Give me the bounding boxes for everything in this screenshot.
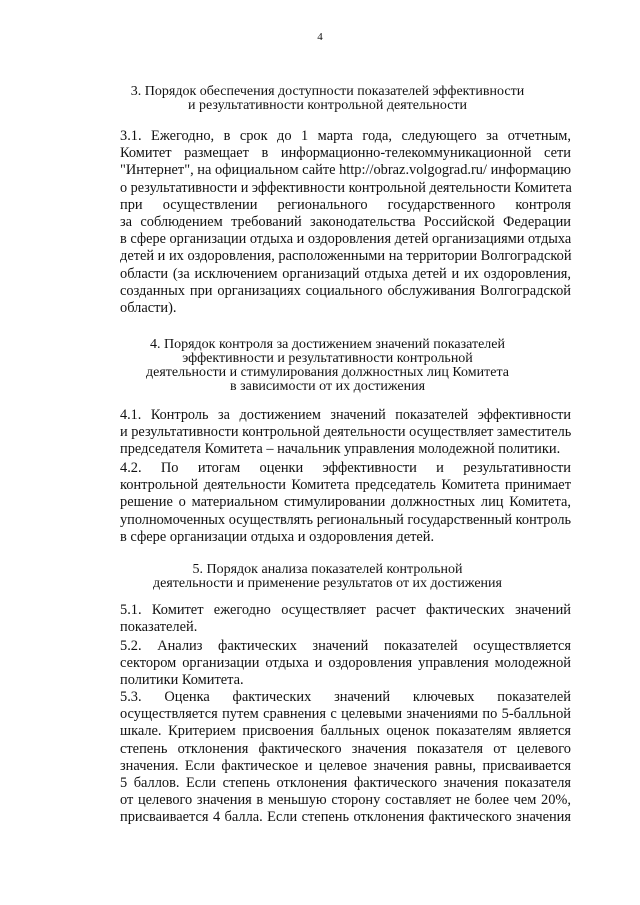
section-3-heading (80, 85, 575, 113)
heading-line: в зависимости от их достижения (229, 379, 426, 394)
text-line: контрольной деятельности Комитета председатель Комитета принимает (120, 477, 571, 494)
text-line: решение о материальном стимулировании должностных лиц Комитета, (120, 494, 571, 511)
text-line: шкале. Критерием присвоения балльных оценок показателям является (120, 723, 571, 740)
text-line: 5 баллов. Если степень отклонения фактического значения показателя (120, 775, 571, 792)
text-line: 4.1. Контроль за достижением значений показателей эффективности (120, 407, 571, 423)
text-line: осуществляется путем сравнения с целевыми значениями по 5-балльной (120, 706, 571, 723)
text-line: показателей. (120, 619, 198, 636)
text-line: о результативности и эффективности контрольной деятельности Комитета (120, 179, 572, 196)
text-line: области). (120, 300, 177, 317)
heading-line: 5. Порядок анализа показателей контрольной (192, 562, 463, 577)
text-line: уполномоченных осуществлять региональный государственный контроль (120, 511, 571, 528)
section-4-heading (80, 338, 575, 394)
paragraph-5-2 (84, 638, 571, 690)
text-line: сектором организации отдыха и оздоровления управления молодежной (120, 655, 571, 672)
section-5-heading (80, 563, 575, 591)
text-line: присваивается 4 балла. Если степень отклонения фактического значения (120, 809, 571, 826)
paragraph-5-3 (84, 689, 571, 827)
text-line: при осуществлении регионального государственного контроля (120, 196, 571, 213)
paragraph-4-1 (84, 407, 571, 459)
paragraph-5-1 (84, 602, 571, 636)
text-line: значения. Если фактическое и целевое значения равны, присваивается (120, 757, 571, 774)
heading-line: деятельности и стимулирования должностных лиц Комитета (146, 365, 509, 380)
text-line: 4.2. По итогам оценки эффективности и результативности (120, 460, 571, 476)
heading-line: 4. Порядок контроля за достижением значений показателей (150, 337, 505, 352)
text-line: области (за исключением организаций отдыха детей и их оздоровления, (120, 265, 571, 282)
text-line: в сфере организации отдыха и оздоровления детей организациями отдыха (120, 231, 572, 248)
heading-line: и результативности контрольной деятельности (187, 98, 468, 113)
text-line: детей и их оздоровления, расположенными на территории Волгоградской (120, 248, 572, 265)
paragraph-4-2 (84, 460, 571, 546)
text-line: от целевого значения в меньшую сторону составляет не более чем 20%, (120, 792, 571, 809)
heading-line: деятельности и применение результатов от их достижения (153, 576, 502, 591)
text-line: степень отклонения фактического значения показателя от целевого (120, 740, 571, 757)
text-line: "Интернет", на официальном сайте http://obraz.volgograd.ru/ информацию (120, 162, 572, 179)
text-line: 5.3. Оценка фактических значений ключевых показателей (120, 689, 571, 705)
text-line: и результативности контрольной деятельности осуществляет заместитель (120, 424, 572, 441)
text-line: 3.1. Ежегодно, в срок до 1 марта года, следующего за отчетным, (120, 128, 571, 144)
paragraph-3-1 (84, 128, 571, 317)
heading-line: эффективности и результативности контрольной (182, 351, 473, 366)
text-line: 5.1. Комитет ежегодно осуществляет расчет фактических значений (120, 602, 571, 618)
text-line: председателя Комитета – начальник управления молодежной политики. (120, 441, 561, 458)
text-line: 5.2. Анализ фактических значений показателей осуществляется (120, 638, 571, 654)
text-line: Комитет размещает в информационно-телекоммуникационной сети (120, 145, 571, 162)
heading-line: 3. Порядок обеспечения доступности показателей эффективности (130, 84, 525, 99)
text-line: за соблюдением требований законодательства Российской Федерации (120, 214, 571, 231)
text-line: политики Комитета. (120, 672, 244, 689)
text-line: созданных при организациях социального обслуживания Волгоградской (120, 282, 571, 299)
page-number: 4 (317, 31, 323, 43)
text-line: в сфере организации отдыха и оздоровления детей. (120, 528, 435, 545)
